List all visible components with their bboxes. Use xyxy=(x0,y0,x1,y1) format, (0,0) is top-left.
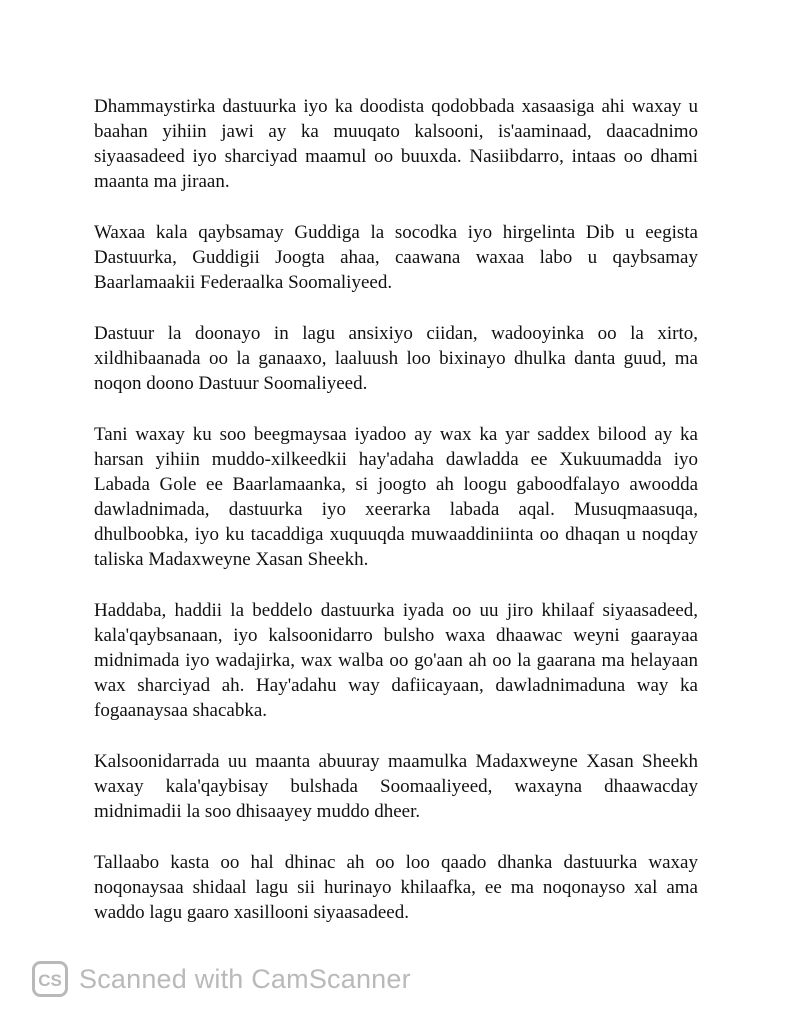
paragraph-1: Dhammaystirka dastuurka iyo ka doodista qodobbada xasaasiga ahi waxay u baahan yihiin jawi ay ka muuqato kalsooni, is'aaminaad, daacadnimo siyaasadeed iyo sharciyad maamul oo buuxda. Nasiibdarro, intaas oo dhami maanta ma jiraan. xyxy=(94,96,698,192)
camscanner-watermark xyxy=(32,959,411,999)
camscanner-logo-text: CS xyxy=(38,971,62,990)
paragraph-3: Dastuur la doonayo in lagu ansixiyo ciidan, wadooyinka oo la xirto, xildhibaanada oo la ganaaxo, laaluush loo bixinayo dhulka danta guud, ma noqon doono Dastuur Soomaliyeed. xyxy=(94,323,698,394)
paragraph-6: Kalsoonidarrada uu maanta abuuray maamulka Madaxweyne Xasan Sheekh waxay kala'qaybisay bulshada Soomaaliyeed, waxayna dhaawacday midnimadii la soo dhisaayey muddo dheer. xyxy=(94,751,698,822)
document-body xyxy=(94,94,698,951)
paragraph-4: Tani waxay ku soo beegmaysaa iyadoo ay wax ka yar saddex bilood ay ka harsan yihiin muddo-xilkeedkii hay'adaha dawladda ee Xukuumadda iyo Labada Gole ee Baarlamaanka, si joogto ah loogu gaboodfalayo awoodda dawladnimada, dastuurka iyo xeerarka labada aqal. Musuqmaasuqa, dhulboobka, iyo ku tacaddiga xuquuqda muwaaddiniinta oo dhaqan u noqday taliska Madaxweyne Xasan Sheekh. xyxy=(94,424,698,570)
paragraph-5: Haddaba, haddii la beddelo dastuurka iyada oo uu jiro khilaaf siyaasadeed, kala'qaybsanaan, iyo kalsoonidarro bulsho waxa dhaawac weyni gaarayaa midnimada iyo wadajirka, wax walba oo go'aan ah oo la gaarana ma helayaan wax sharciyad ah. Hay'adahu way dafiicayaan, dawladnimaduna way ka fogaanaysaa shacabka. xyxy=(94,600,698,721)
paragraph-2: Waxaa kala qaybsamay Guddiga la socodka iyo hirgelinta Dib u eegista Dastuurka, Guddigii Joogta ahaa, caawana waxaa labo u qaybsamay Baarlamaakii Federaalka Soomaliyeed. xyxy=(94,222,698,293)
paragraph-7: Tallaabo kasta oo hal dhinac ah oo loo qaado dhanka dastuurka waxay noqonaysaa shidaal lagu sii hurinayo khilaafka, ee ma noqonayso xal ama waddo lagu gaaro xasillooni siyaasadeed. xyxy=(94,852,698,923)
watermark-text: Scanned with CamScanner xyxy=(79,963,411,994)
camscanner-logo-icon xyxy=(32,961,68,997)
